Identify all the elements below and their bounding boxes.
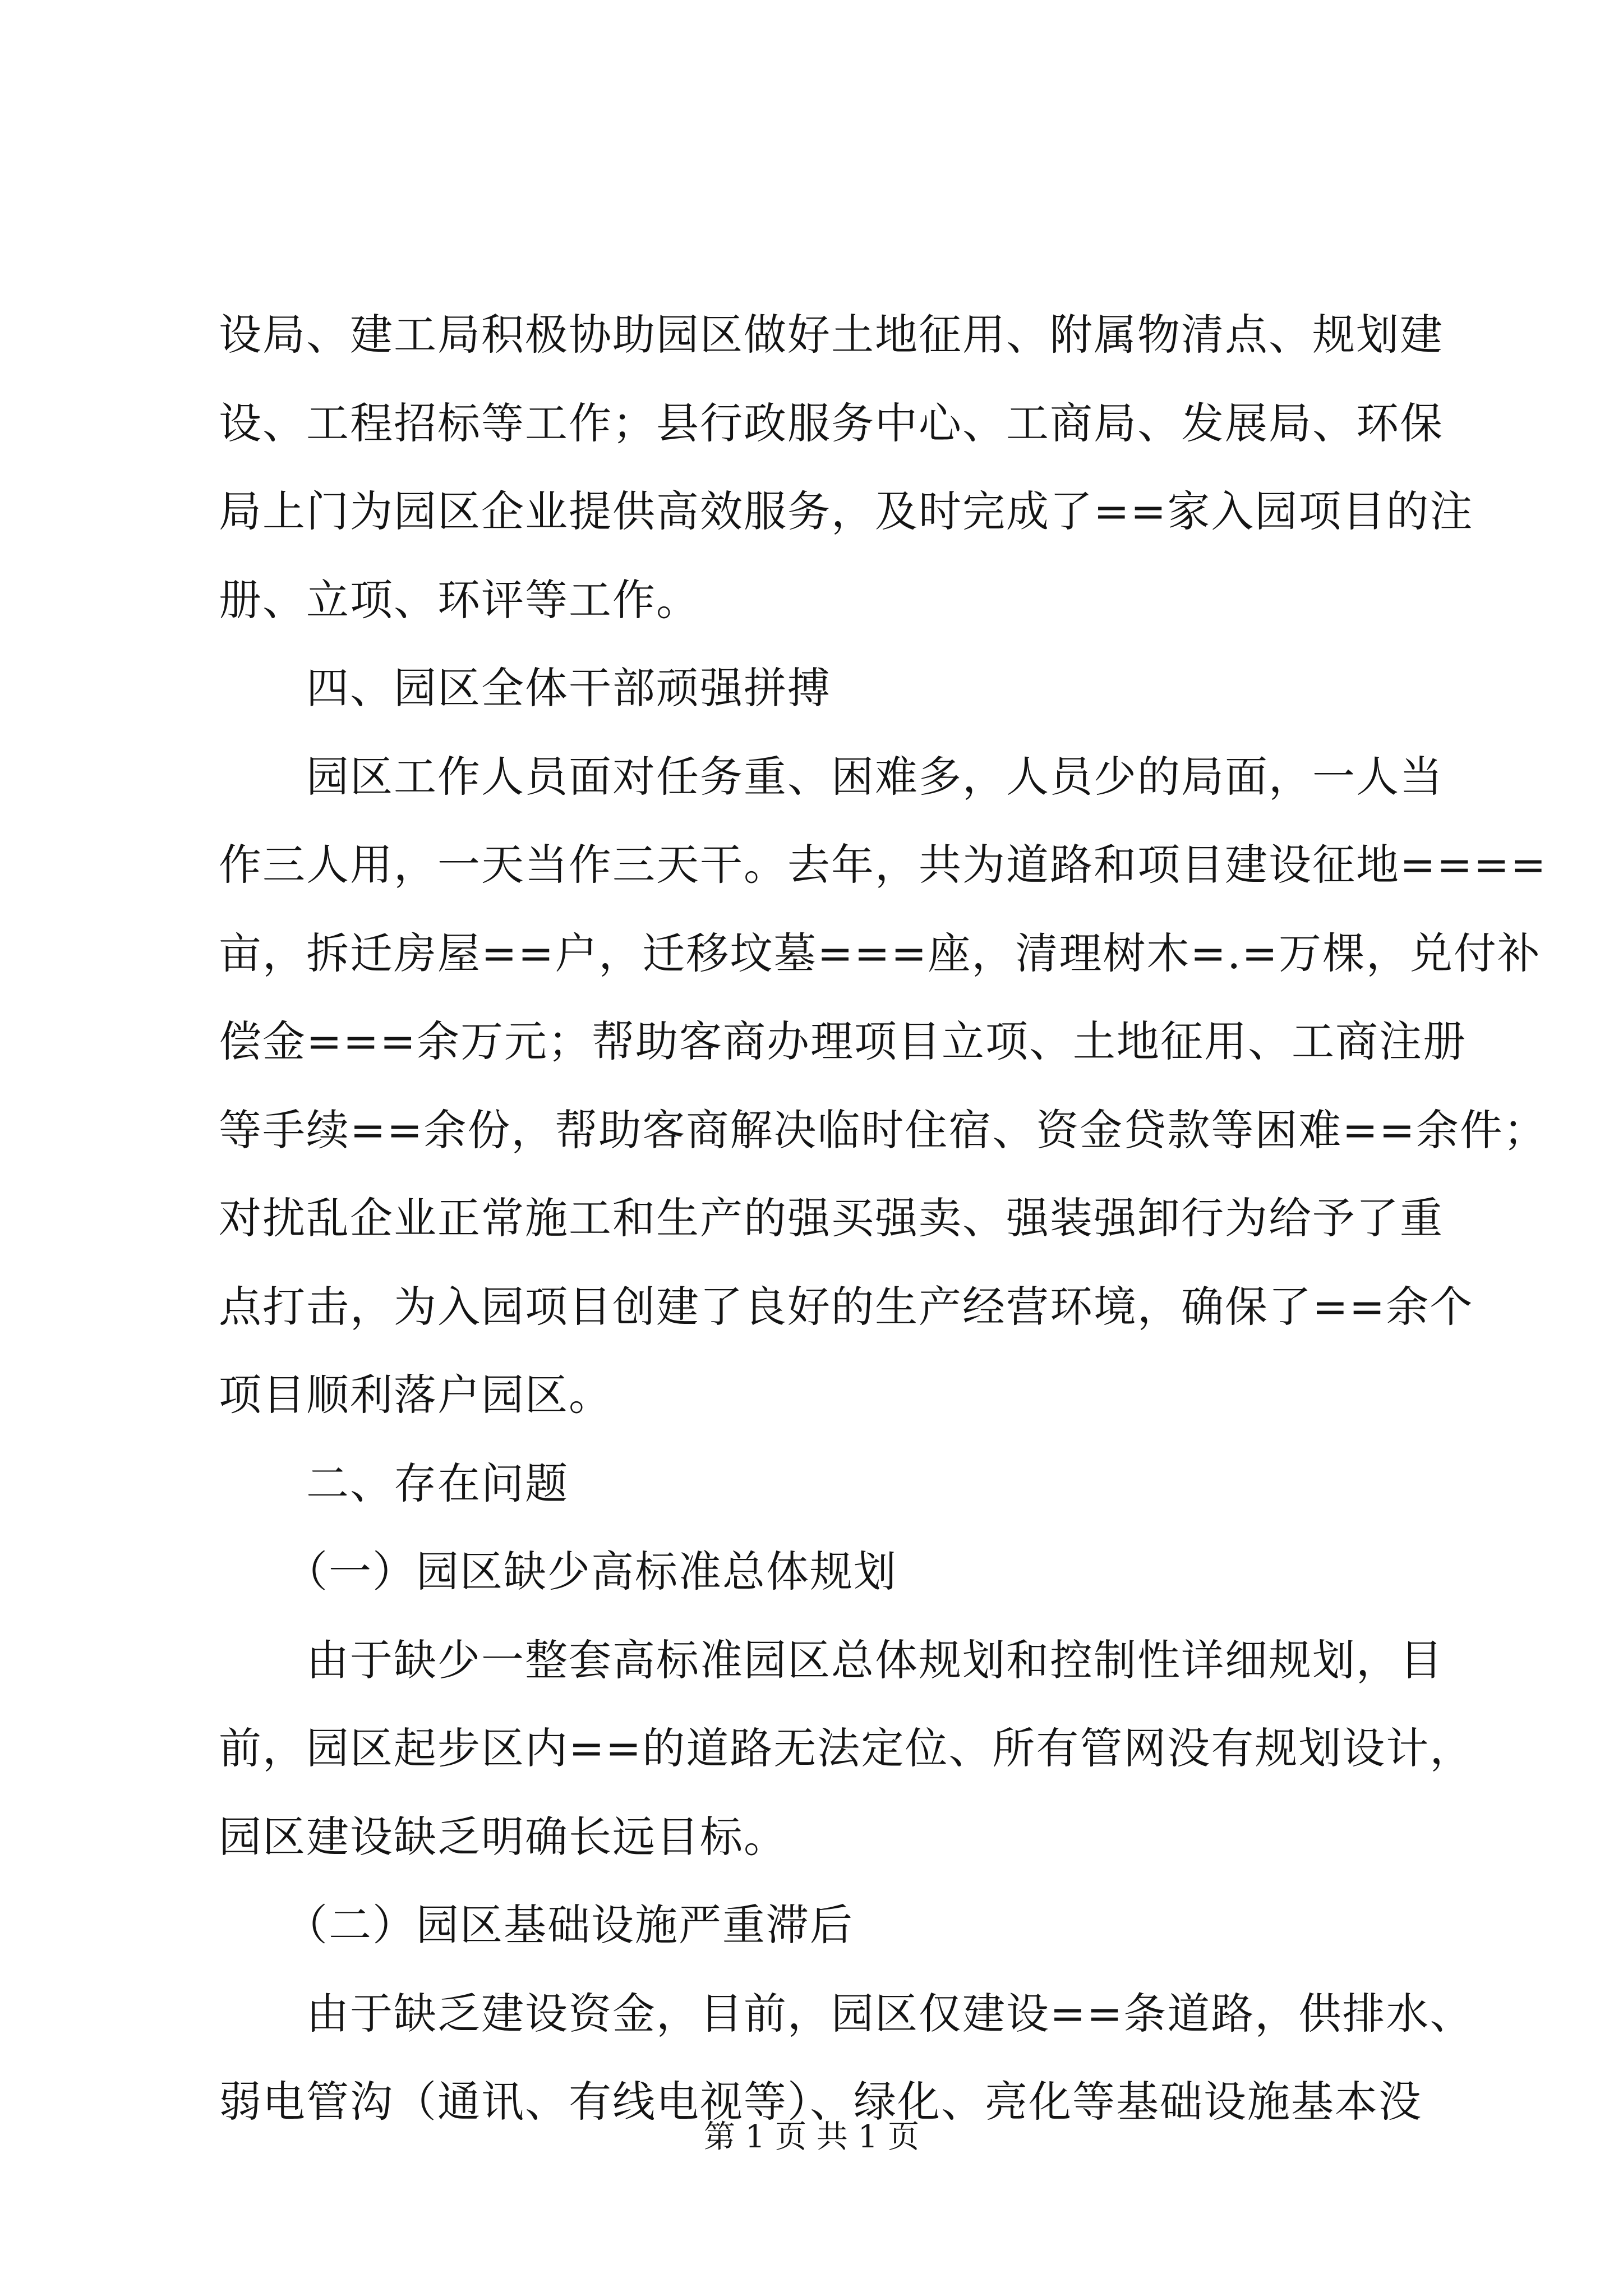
subsection-heading: （二）园区基础设施严重滞后 xyxy=(219,1900,854,1950)
text-line: 册、立项、环评等工作。 xyxy=(219,574,700,625)
text-line: 弱电管沟（通讯、有线电视等）、绿化、亮化等基础设施基本没 xyxy=(219,2077,1422,2127)
page-number-footer: 第 1 页 共 1 页 xyxy=(703,2119,920,2155)
text-line: 前，园区起步区内==的道路无法定位、所有管网没有规划设计， xyxy=(219,1723,1474,1773)
text-line: 点打击，为入园项目创建了良好的生产经营环境，确保了==余个 xyxy=(219,1281,1474,1332)
text-line: 作三人用，一天当作三天干。去年，共为道路和项目建设征地==== xyxy=(219,840,1547,890)
document-body xyxy=(219,291,1547,2146)
text-line: 设、工程招标等工作；县行政服务中心、工商局、发展局、环保 xyxy=(219,398,1444,448)
text-line: 对扰乱企业正常施工和生产的强买强卖、强装强卸行为给予了重 xyxy=(219,1193,1444,1243)
text-line: 亩，拆迁房屋==户，迁移坟墓===座，清理树木=.=万棵，兑付补 xyxy=(219,928,1541,978)
text-line: 园区建设缺乏明确长远目标。 xyxy=(219,1811,787,1862)
text-line: 等手续==余份，帮助客商解决临时住宿、资金贷款等困难==余件； xyxy=(219,1105,1547,1155)
section-heading: 二、存在问题 xyxy=(219,1458,569,1508)
text-line: 园区工作人员面对任务重、困难多，人员少的局面，一人当 xyxy=(219,751,1444,802)
text-line: 偿金===余万元；帮助客商办理项目立项、土地征用、工商注册 xyxy=(219,1016,1467,1066)
text-line: 由于缺少一整套高标准园区总体规划和控制性详细规划，目 xyxy=(219,1635,1444,1685)
subsection-heading: （一）园区缺少高标准总体规划 xyxy=(219,1547,897,1596)
section-heading: 四、园区全体干部顽强拼搏 xyxy=(219,663,831,713)
text-line: 项目顺利落户园区。 xyxy=(219,1370,612,1420)
text-line: 设局、建工局积极协助园区做好土地征用、附属物清点、规划建 xyxy=(219,310,1444,360)
text-line: 局上门为园区企业提供高效服务，及时完成了==家入园项目的注 xyxy=(219,486,1474,536)
text-line: 由于缺乏建设资金，目前，园区仅建设==条道路，供排水、 xyxy=(219,1988,1474,2039)
